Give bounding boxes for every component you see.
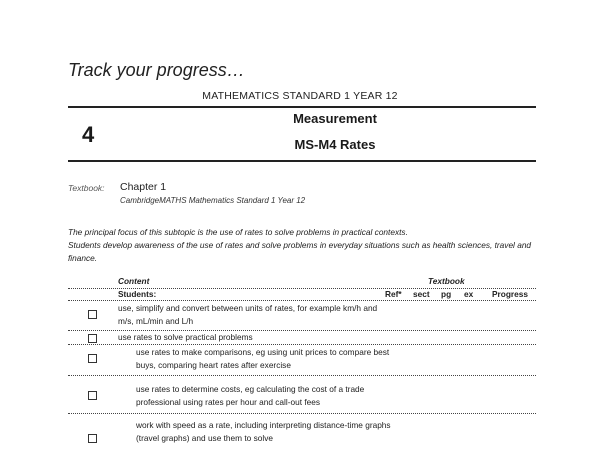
row-checkbox[interactable] xyxy=(88,310,97,319)
table-row: use rates to determine costs, eg calculating the cost of a trade professional using rates per hour and call-out fees xyxy=(136,384,365,407)
header-rule xyxy=(68,300,536,301)
header-rule-top xyxy=(68,106,536,108)
col-sect: sect xyxy=(413,289,430,299)
col-pg: pg xyxy=(441,289,452,299)
topic-name: MS-M4 Rates xyxy=(294,137,376,152)
col-progress: Progress xyxy=(492,289,528,299)
col-ex: ex xyxy=(464,289,474,299)
focus-statement xyxy=(68,226,538,265)
textbook-header: Textbook xyxy=(428,276,465,286)
subject-title: MATHEMATICS STANDARD 1 YEAR 12 xyxy=(202,90,398,102)
row-divider xyxy=(68,344,536,345)
table-row: use, simplify and convert between units of rates, for example km/h and m/s, mL/min and L/h xyxy=(118,303,378,326)
topic-strand: Measurement xyxy=(293,111,377,126)
row-checkbox[interactable] xyxy=(88,391,97,400)
row-divider xyxy=(68,375,536,376)
students-header: Students: xyxy=(118,289,157,299)
table-row: use rates to solve practical problems xyxy=(118,332,253,342)
row-checkbox[interactable] xyxy=(88,434,97,443)
table-row: use rates to make comparisons, eg using unit prices to compare best buys, comparing heart rates after exercise xyxy=(136,347,390,370)
focus-line-1: The principal focus of this subtopic is the use of rates to solve problems in practical contexts. xyxy=(68,227,408,237)
track-progress-title: Track your progress… xyxy=(68,60,245,80)
textbook-title: CambridgeMATHS Mathematics Standard 1 Year 12 xyxy=(120,196,306,205)
header-rule-bottom xyxy=(68,160,536,162)
textbook-chapter: Chapter 1 xyxy=(120,181,167,193)
row-checkbox[interactable] xyxy=(88,334,97,343)
focus-line-2: Students develop awareness of the use of rates and solve problems in everyday situations such as health sciences, travel and finance. xyxy=(68,240,532,263)
content-header: Content xyxy=(118,276,150,286)
table-row: work with speed as a rate, including interpreting distance-time graphs (travel graphs) and use them to solve xyxy=(136,420,391,443)
col-ref: Ref* xyxy=(385,289,402,299)
row-checkbox[interactable] xyxy=(88,354,97,363)
topic-number: 4 xyxy=(82,122,95,147)
row-divider xyxy=(68,413,536,414)
textbook-label: Textbook: xyxy=(68,183,105,193)
